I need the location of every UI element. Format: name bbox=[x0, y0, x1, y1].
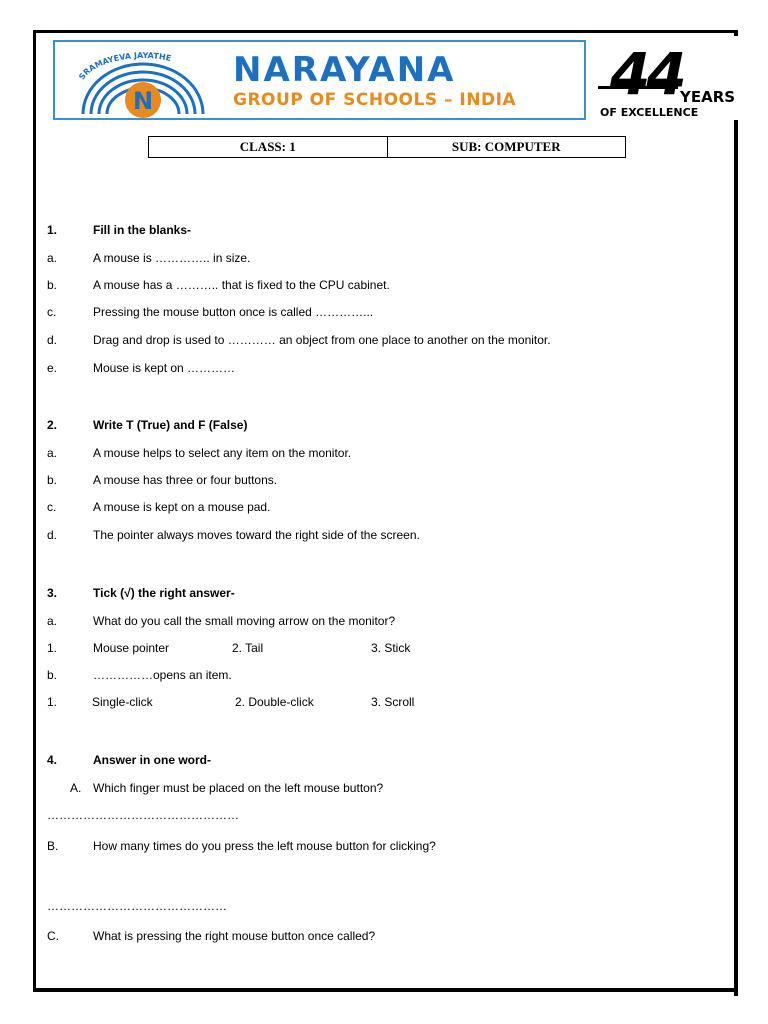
school-emblem-icon bbox=[63, 48, 223, 118]
option: 2. Double-click bbox=[235, 695, 314, 709]
years-word: YEARS bbox=[680, 88, 736, 106]
svg-text:SRAMAYEVA JAYATHE: SRAMAYEVA JAYATHE bbox=[77, 50, 173, 82]
brand-name: NARAYANA bbox=[233, 50, 456, 90]
years-subtitle: OF EXCELLENCE bbox=[600, 106, 699, 119]
school-logo-banner bbox=[53, 40, 586, 120]
svg-text:N: N bbox=[132, 87, 154, 115]
brand-subtitle: GROUP OF SCHOOLS – INDIA bbox=[233, 90, 517, 110]
option: Mouse pointer bbox=[93, 641, 170, 655]
class-cell: CLASS: 1 bbox=[239, 139, 296, 154]
class-subject-table bbox=[148, 136, 626, 158]
option: 2. Tail bbox=[232, 641, 264, 655]
option: Single-click bbox=[92, 695, 153, 709]
option: 3. Stick bbox=[371, 641, 411, 655]
years-number: 44 bbox=[610, 40, 683, 108]
years-of-excellence-badge bbox=[596, 40, 736, 122]
page-border-right bbox=[734, 30, 738, 996]
subject-cell: SUB: COMPUTER bbox=[387, 137, 626, 157]
option: 3. Scroll bbox=[371, 695, 415, 709]
